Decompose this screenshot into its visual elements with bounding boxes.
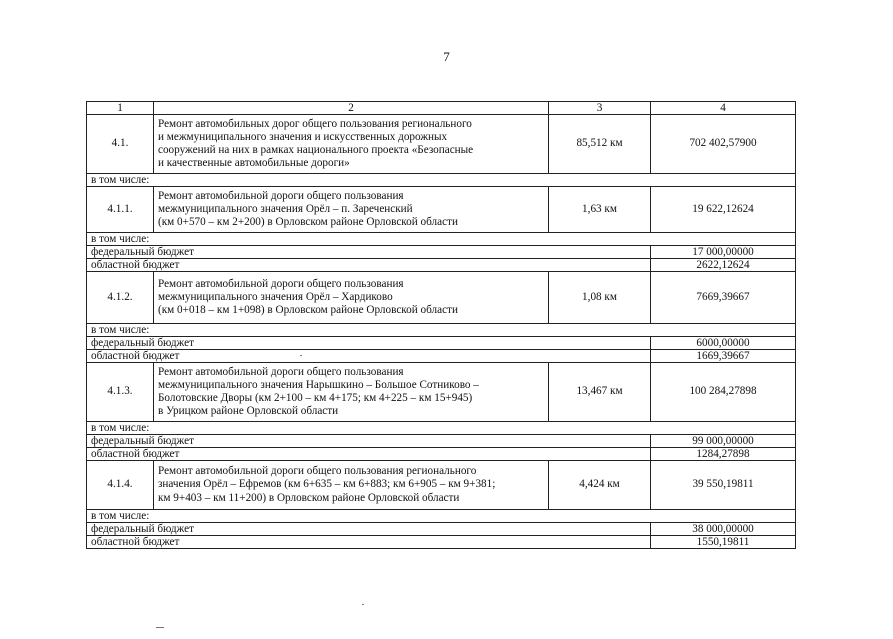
scan-speck [362,604,364,605]
description-line: межмуниципального значения Орёл – п. Зареченский [158,202,413,215]
description-line: Ремонт автомобильных дорог общего пользования регионального [158,117,472,130]
subtotal-label: в том числе: [87,510,796,523]
header-col-3: 3 [549,102,651,115]
description-line: Ремонт автомобильной дороги общего пользования регионального [158,465,477,478]
row-amount: 39 550,19811 [651,461,796,510]
regional-budget-row [87,448,796,461]
federal-budget-label: федеральный бюджет [87,435,651,448]
table-row [87,363,796,422]
regional-budget-value: 1284,27898 [651,448,796,461]
regional-budget-row [87,536,796,549]
description-line: (км 0+018 – км 1+098) в Орловском районе Орловской области [158,304,458,317]
header-col-4: 4 [651,102,796,115]
description-line: Ремонт автомобильной дороги общего пользования [158,189,404,202]
regional-budget-label: областной бюджет [87,350,651,363]
description-line: значения Орёл – Ефремов (км 6+635 – км 6+883; км 6+905 – км 9+381; [158,478,496,491]
subtotal-label: в том числе: [87,422,796,435]
row-amount: 7669,39667 [651,272,796,324]
description-line: (км 0+570 – км 2+200) в Орловском районе Орловской области [158,216,458,229]
table-row [87,272,796,324]
row-length: 1,63 км [549,187,651,233]
description-line: межмуниципального значения Орёл – Хардиково [158,290,393,303]
subtotal-label: в том числе: [87,174,796,187]
row-description [154,272,549,324]
budget-table [86,101,796,549]
federal-budget-row [87,246,796,259]
table-row [87,461,796,510]
row-description [154,115,549,174]
row-code: 4.1.1. [87,187,154,233]
table-header-row [87,102,796,115]
subtotal-label-row [87,324,796,337]
row-description [154,187,549,233]
scan-speck [156,627,164,628]
federal-budget-label: федеральный бюджет [87,246,651,259]
regional-budget-value: 1550,19811 [651,536,796,549]
description-line: и качественные автомобильные дороги» [158,157,350,170]
subtotal-label-row [87,422,796,435]
description-line: в Урицком районе Орловской области [158,405,339,418]
header-col-1: 1 [87,102,154,115]
subtotal-label-row [87,510,796,523]
subtotal-label-row [87,174,796,187]
scan-speck [300,355,302,356]
regional-budget-value: 2622,12624 [651,259,796,272]
row-amount: 19 622,12624 [651,187,796,233]
subtotal-label-row [87,233,796,246]
description-line: и межмуниципального значения и искусственных дорожных [158,130,448,143]
federal-budget-label: федеральный бюджет [87,337,651,350]
row-code: 4.1.4. [87,461,154,510]
row-length: 13,467 км [549,363,651,422]
federal-budget-row [87,435,796,448]
row-length: 1,08 км [549,272,651,324]
row-length: 4,424 км [549,461,651,510]
regional-budget-label: областной бюджет [87,259,651,272]
description-line: Ремонт автомобильной дороги общего пользования [158,365,404,378]
regional-budget-row [87,350,796,363]
subtotal-label: в том числе: [87,233,796,246]
row-amount: 100 284,27898 [651,363,796,422]
row-code: 4.1.2. [87,272,154,324]
row-code: 4.1.3. [87,363,154,422]
row-length: 85,512 км [549,115,651,174]
row-description [154,461,549,510]
federal-budget-row [87,337,796,350]
header-col-2: 2 [154,102,549,115]
regional-budget-label: областной бюджет [87,448,651,461]
federal-budget-label: федеральный бюджет [87,523,651,536]
page-number: 7 [443,49,450,64]
description-line: сооружений на них в рамках национального проекта «Безопасные [158,144,474,156]
subtotal-label: в том числе: [87,324,796,337]
regional-budget-row [87,259,796,272]
row-code: 4.1. [87,115,154,174]
table-row [87,115,796,174]
description-line: Болотовские Дворы (км 2+100 – км 4+175; км 4+225 – км 15+945) [158,392,473,404]
description-line: межмуниципального значения Нарышкино – Большое Сотниково – [158,378,479,391]
federal-budget-value: 17 000,00000 [651,246,796,259]
regional-budget-label: областной бюджет [87,536,651,549]
federal-budget-value: 6000,00000 [651,337,796,350]
regional-budget-value: 1669,39667 [651,350,796,363]
row-description [154,363,549,422]
federal-budget-value: 38 000,00000 [651,523,796,536]
federal-budget-row [87,523,796,536]
federal-budget-value: 99 000,00000 [651,435,796,448]
table-row [87,187,796,233]
row-amount: 702 402,57900 [651,115,796,174]
description-line: км 9+403 – км 11+200) в Орловском районе Орловской области [158,491,460,504]
description-line: Ремонт автомобильной дороги общего пользования [158,277,404,290]
